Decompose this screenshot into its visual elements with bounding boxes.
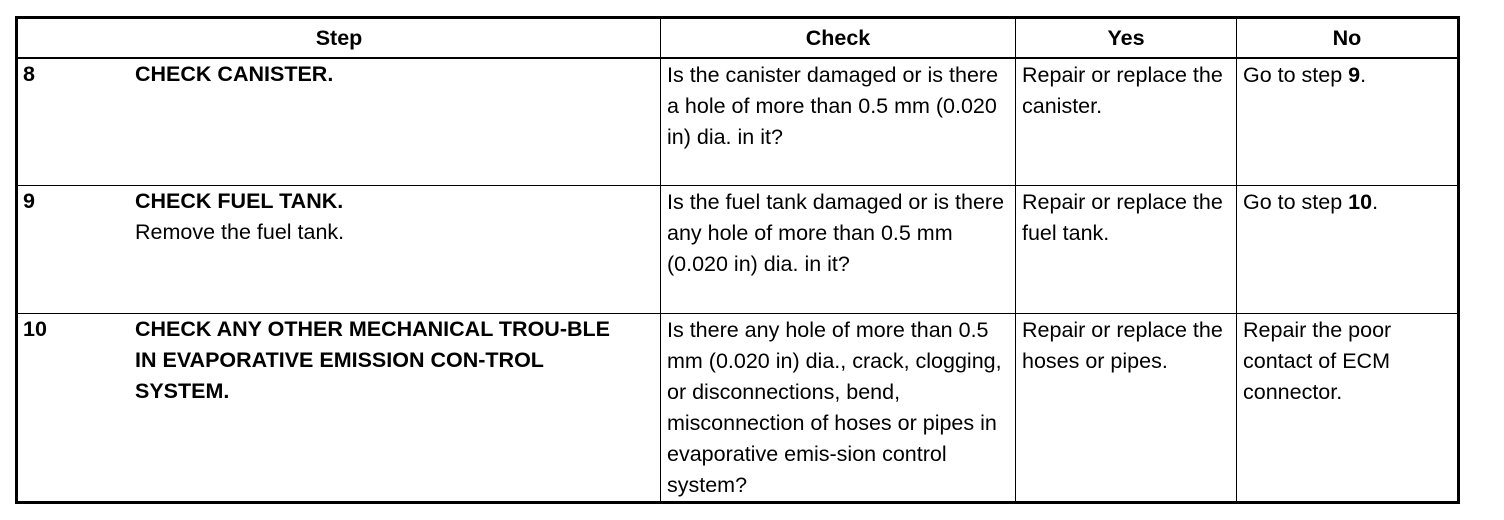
- step-title: CHECK ANY OTHER MECHANICAL TROU-BLE IN EVAPORATIVE EMISSION CON-TROL SYSTEM.: [135, 316, 610, 403]
- no-suffix: .: [1360, 63, 1367, 87]
- check-cell: Is the fuel tank damaged or is there any hole of more than 0.5 mm (0.020 in) dia. in it?: [661, 186, 1016, 313]
- no-step-ref: 10: [1348, 190, 1373, 215]
- check-cell: Is the canister damaged or is there a hole of more than 0.5 mm (0.020 in) dia. in it?: [661, 58, 1016, 186]
- no-text: Go to step: [1243, 63, 1349, 87]
- step-number: 8: [23, 62, 35, 86]
- table-header-row: [17, 18, 1459, 59]
- step-description: Remove the fuel tank.: [135, 220, 345, 245]
- no-cell: [1237, 313, 1459, 502]
- header-no: No: [1237, 18, 1459, 59]
- no-cell: [1237, 186, 1459, 313]
- step-cell: [17, 58, 661, 186]
- table-row: [17, 313, 1459, 502]
- step-number: 9: [23, 189, 35, 214]
- header-check: Check: [661, 18, 1016, 59]
- step-title: CHECK CANISTER.: [135, 62, 334, 86]
- step-number: 10: [23, 316, 47, 341]
- step-cell: [17, 186, 661, 313]
- no-step-ref: 9: [1348, 63, 1361, 87]
- table-row: [17, 58, 1459, 186]
- no-text: Repair the poor contact of ECM connector.: [1243, 317, 1392, 404]
- no-cell: [1237, 58, 1459, 186]
- step-title: CHECK FUEL TANK.: [135, 189, 344, 214]
- yes-cell: Repair or replace the canister.: [1016, 58, 1237, 186]
- check-cell: Is there any hole of more than 0.5 mm (0.020 in) dia., crack, clogging, or disconnections, bend, misconnection of hoses or pipes in evaporative emis-sion control system?: [661, 313, 1016, 502]
- no-text: Go to step: [1243, 190, 1349, 215]
- yes-cell: Repair or replace the hoses or pipes.: [1016, 313, 1237, 502]
- no-suffix: .: [1372, 190, 1379, 215]
- step-cell: [17, 313, 661, 502]
- table-row: [17, 186, 1459, 313]
- header-yes: Yes: [1016, 18, 1237, 59]
- header-step: Step: [17, 18, 661, 59]
- yes-cell: Repair or replace the fuel tank.: [1016, 186, 1237, 313]
- diagnostic-table: [15, 16, 1460, 504]
